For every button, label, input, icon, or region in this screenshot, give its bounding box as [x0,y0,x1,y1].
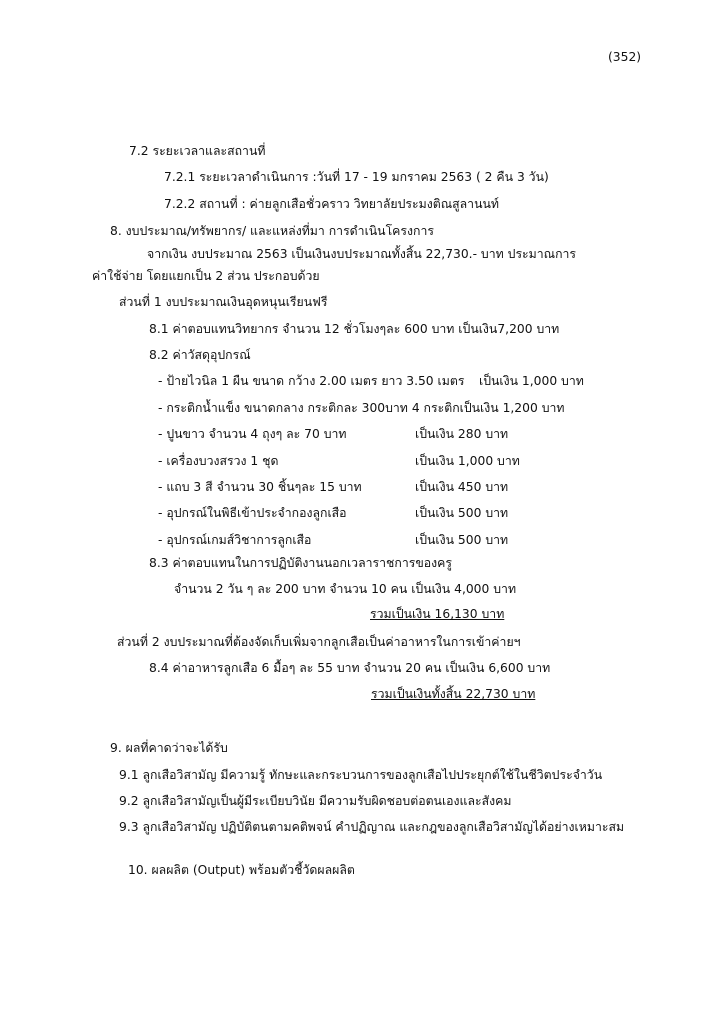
section-8-heading: 8. งบประมาณ/ทรัพยากร/ และแหล่งที่มา การดำเนินโครงการ [110,224,434,238]
item-7-2-2: 7.2.2 สถานที่ : ค่ายลูกเสือชั่วคราว วิทยาลัยประมงติณสูลานนท์ [164,197,499,211]
material-amount: เป็นเงิน 500 บาท [415,506,509,520]
item-7-2-1: 7.2.1 ระยะเวลาดำเนินการ :วันที่ 17 - 19 มกราคม 2563 ( 2 คืน 3 วัน) [164,170,549,184]
material-item [158,505,509,521]
section-8-paragraph-line-1: จากเงิน งบประมาณ 2563 เป็นเงินงบประมาณทั้งสิ้น 22,730.- บาท ประมาณการ [147,247,577,261]
section-10-heading: 10. ผลผลิต (Output) พร้อมตัวชี้วัดผลผลิต [128,863,355,877]
material-amount: เป็นเงิน 500 บาท [415,533,509,547]
part-1-heading: ส่วนที่ 1 งบประมาณเงินอุดหนุนเรียนฟรี [119,295,328,309]
material-desc: - แถบ 3 สี จำนวน 30 ชิ้นๆละ 15 บาท [158,480,362,494]
section-7-2-heading: 7.2 ระยะเวลาและสถานที่ [129,144,266,158]
item-8-3-detail: จำนวน 2 วัน ๆ ละ 200 บาท จำนวน 10 คน เป็นเงิน 4,000 บาท [174,582,517,596]
material-item [158,453,520,469]
page-number: (352) [608,50,642,64]
material-desc: - เครื่องบวงสรวง 1 ชุด [158,454,279,468]
material-desc: - ปูนขาว จำนวน 4 ถุงๆ ละ 70 บาท [158,427,347,441]
item-8-2: 8.2 ค่าวัสดุอุปกรณ์ [149,348,251,362]
material-item [158,426,509,442]
material-desc: - อุปกรณ์ในพิธีเข้าประจำกองลูกเสือ [158,506,347,520]
material-amount: เป็นเงิน 450 บาท [415,480,509,494]
part-2-heading: ส่วนที่ 2 งบประมาณที่ต้องจัดเก็บเพิ่มจากลูกเสือเป็นค่าอาหารในการเข้าค่ายฯ [117,635,521,649]
material-desc: - กระติกน้ำแข็ง ขนาดกลาง กระติกละ 300บาท 4 กระติกเป็นเงิน 1,200 บาท [158,401,565,415]
material-item [158,400,565,416]
material-desc: - อุปกรณ์เกมส์วิชาการลูกเสือ [158,533,312,547]
section-8-paragraph-line-2: ค่าใช้จ่าย โดยแยกเป็น 2 ส่วน ประกอบด้วย [92,269,320,283]
material-amount: เป็นเงิน 280 บาท [415,427,509,441]
material-amount: เป็นเงิน 1,000 บาท [415,454,520,468]
section-9-heading: 9. ผลที่คาดว่าจะได้รับ [110,741,228,755]
part-1-subtotal: รวมเป็นเงิน 16,130 บาท [370,607,505,621]
list-item: 9.2 ลูกเสือวิสามัญเป็นผู้มีระเบียบวินัย มีความรับผิดชอบต่อตนเองและสังคม [119,794,512,808]
material-amount: เป็นเงิน 1,000 บาท [479,374,584,388]
material-item [158,532,509,548]
grand-total: รวมเป็นเงินทั้งสิ้น 22,730 บาท [371,687,536,701]
item-8-4: 8.4 ค่าอาหารลูกเสือ 6 มื้อๆ ละ 55 บาท จำนวน 20 คน เป็นเงิน 6,600 บาท [149,661,551,675]
list-item: 9.3 ลูกเสือวิสามัญ ปฏิบัติตนตามคติพจน์ คำปฏิญาณ และกฎของลูกเสือวิสามัญได้อย่างเหมาะสม [119,820,625,834]
item-8-1: 8.1 ค่าตอบแทนวิทยากร จำนวน 12 ชั่วโมงๆละ 600 บาท เป็นเงิน7,200 บาท [149,322,560,336]
material-item [158,373,584,389]
item-8-3: 8.3 ค่าตอบแทนในการปฏิบัติงานนอกเวลาราชการของครู [149,556,452,570]
material-desc: - ป้ายไวนิล 1 ผืน ขนาด กว้าง 2.00 เมตร ยาว 3.50 เมตร [158,374,465,388]
list-item: 9.1 ลูกเสือวิสามัญ มีความรู้ ทักษะและกระบวนการของลูกเสือไปประยุกต์ใช้ในชีวิตประจำวัน [119,768,603,782]
material-item [158,479,509,495]
